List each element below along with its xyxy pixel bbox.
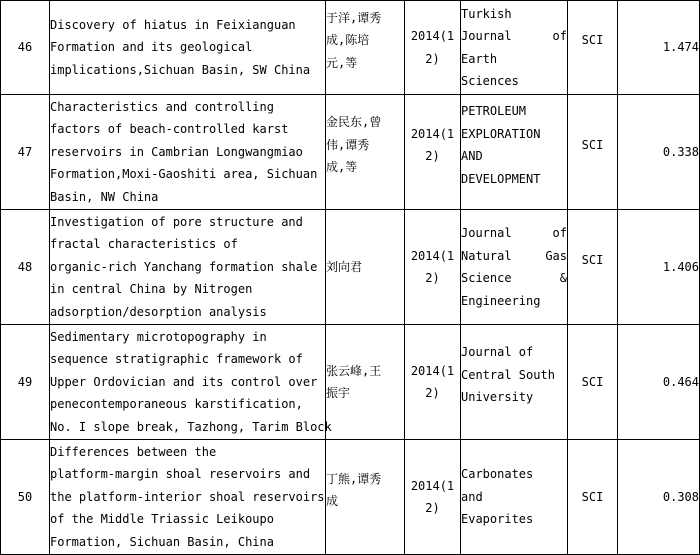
journal-name: Turkish Journal of Earth Sciences [461, 1, 568, 95]
publication-date: 2014(1 2) [405, 440, 461, 555]
paper-title: Sedimentary microtopography in sequence stratigraphic framework of Upper Ordovician and its control over penecontemporaneous karstification, No. I slope break, Tazhong, Tarim Block [50, 325, 326, 440]
table-row [1, 210, 700, 325]
authors: 金民东,曾 伟,谭秀 成,等 [326, 95, 405, 210]
publication-date: 2014(1 2) [405, 95, 461, 210]
impact-factor: 1.474 [618, 1, 700, 95]
table-row [1, 325, 700, 440]
table-row [1, 95, 700, 210]
authors: 丁熊,谭秀 成 [326, 440, 405, 555]
paper-title: Investigation of pore structure and fractal characteristics of organic-rich Yanchang formation shale in central China by Nitrogen adsorption/desorption analysis [50, 210, 326, 325]
index-type: SCI [568, 1, 618, 95]
impact-factor: 0.308 [618, 440, 700, 555]
impact-factor: 1.406 [618, 210, 700, 325]
index-type: SCI [568, 95, 618, 210]
publication-date: 2014(1 2) [405, 325, 461, 440]
publication-date: 2014(1 2) [405, 210, 461, 325]
authors: 刘向君 [326, 210, 405, 325]
journal-name: Journal of Central South University [461, 325, 568, 440]
table-row [1, 1, 700, 95]
publication-date: 2014(1 2) [405, 1, 461, 95]
row-number: 48 [1, 210, 50, 325]
impact-factor: 0.464 [618, 325, 700, 440]
row-number: 47 [1, 95, 50, 210]
index-type: SCI [568, 440, 618, 555]
table-row [1, 440, 700, 555]
row-number: 49 [1, 325, 50, 440]
journal-name: Journal of Natural Gas Science & Engineering [461, 210, 568, 325]
impact-factor: 0.338 [618, 95, 700, 210]
row-number: 46 [1, 1, 50, 95]
row-number: 50 [1, 440, 50, 555]
paper-title: Characteristics and controlling factors of beach-controlled karst reservoirs in Cambrian Longwangmiao Formation,Moxi-Gaoshiti area, Sichuan Basin, NW China [50, 95, 326, 210]
paper-title: Discovery of hiatus in Feixianguan Formation and its geological implications,Sichuan Basin, SW China [50, 1, 326, 95]
paper-title: Differences between the platform-margin shoal reservoirs and the platform-interior shoal reservoirs of the Middle Triassic Leikoupo Formation, Sichuan Basin, China [50, 440, 326, 555]
journal-name: Carbonates and Evaporites [461, 440, 568, 555]
journal-name: PETROLEUM EXPLORATION AND DEVELOPMENT [461, 95, 568, 210]
authors: 于洋,谭秀 成,陈培 元,等 [326, 1, 405, 95]
authors: 张云峰,王 振宇 [326, 325, 405, 440]
index-type: SCI [568, 325, 618, 440]
index-type: SCI [568, 210, 618, 325]
